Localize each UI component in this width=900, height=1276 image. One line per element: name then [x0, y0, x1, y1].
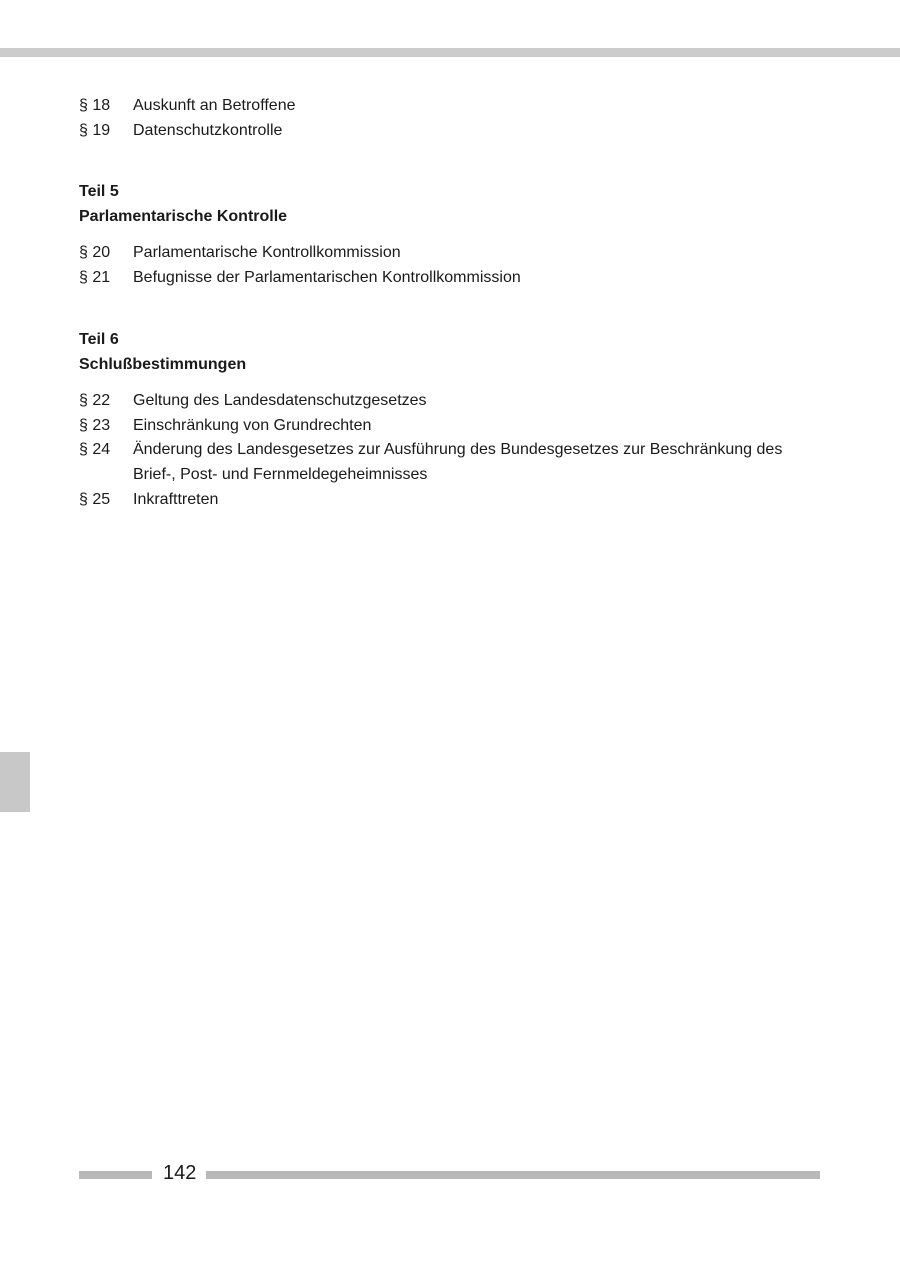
toc-entry[interactable] [79, 266, 824, 291]
part-heading: Schlußbestimmungen [79, 355, 247, 373]
section-number: § 21 [79, 269, 111, 287]
section-title: Auskunft an Betroffene [133, 97, 296, 114]
part-heading: Parlamentarische Kontrolle [79, 208, 288, 226]
section-number: § 20 [79, 244, 111, 262]
toc-entry[interactable] [79, 414, 824, 439]
page-number: 142 [163, 1162, 197, 1184]
toc-entry[interactable] [79, 488, 824, 513]
chapter-thumb-tab [0, 752, 30, 812]
section-title: Geltung des Landesdatenschutzgesetzes [133, 391, 427, 409]
section-number: § 22 [79, 391, 111, 409]
part-label: Teil 5 [79, 183, 119, 201]
page-footer [79, 1160, 820, 1186]
section-number: § 18 [79, 97, 111, 114]
toc-entry[interactable] [79, 389, 824, 414]
section-number: § 25 [79, 490, 111, 508]
section-number: § 19 [79, 121, 111, 139]
part-label: Teil 6 [79, 330, 119, 348]
toc-part-entries [79, 241, 824, 290]
section-number: § 23 [79, 416, 111, 434]
section-title: Inkrafttreten [133, 490, 219, 508]
toc-entry[interactable] [79, 241, 824, 266]
toc-entry[interactable] [79, 94, 824, 119]
toc-leading-entries [79, 94, 824, 143]
footer-bar-right [206, 1171, 820, 1179]
section-title: Datenschutzkontrolle [133, 121, 283, 139]
section-title: Befugnisse der Parlamentarischen Kontrollkommission [133, 269, 521, 287]
section-title: Einschränkung von Grundrechten [133, 416, 372, 434]
toc-part-entries [79, 389, 824, 513]
section-title: Änderung des Landesgesetzes zur Ausführung des Bundesgesetzes zur Beschränkung des Brief-, Post- und Fernmeldegeheimnisses [133, 441, 783, 483]
toc-part-6 [79, 327, 824, 513]
footer-bar-left [79, 1171, 152, 1179]
section-title: Parlamentarische Kontrollkommission [133, 244, 401, 262]
section-number: § 24 [79, 441, 111, 459]
table-of-contents [79, 94, 824, 512]
toc-entry[interactable] [79, 119, 824, 144]
toc-part-5 [79, 179, 824, 290]
header-rule [0, 48, 900, 57]
toc-entry[interactable] [79, 438, 824, 487]
